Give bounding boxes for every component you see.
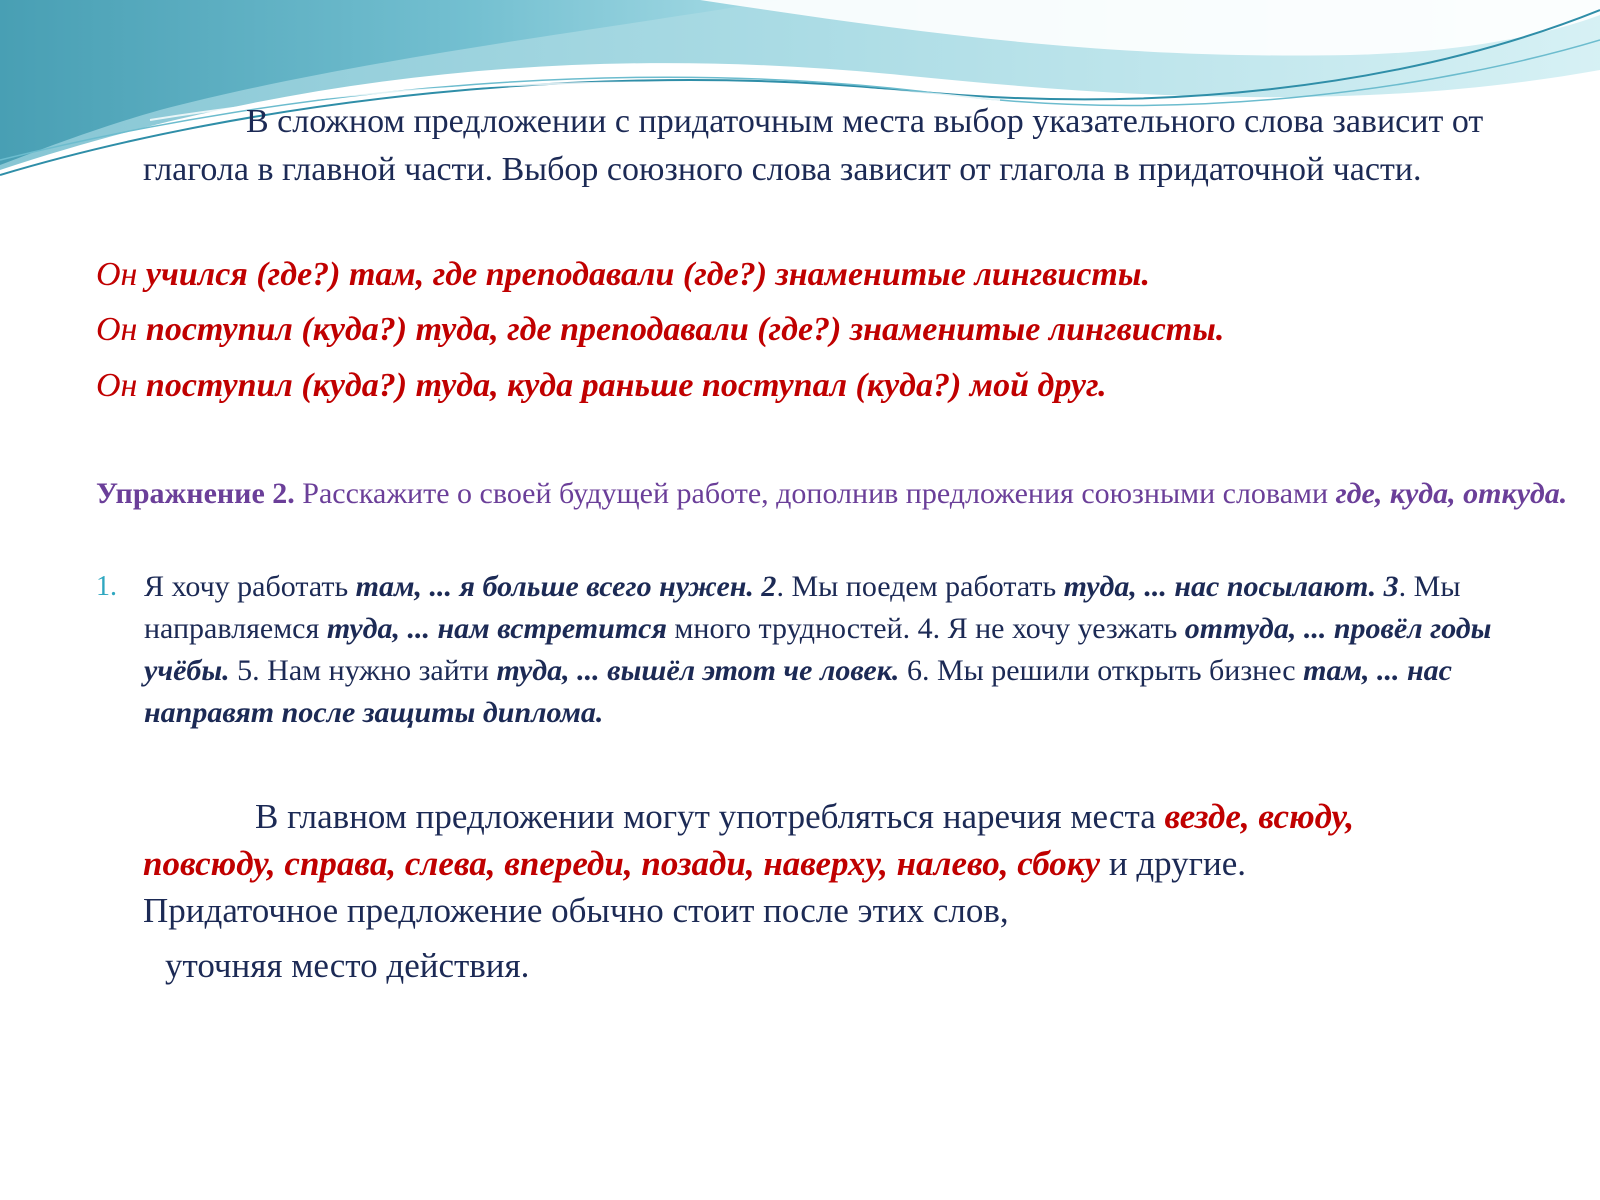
example-lead: Он xyxy=(96,367,146,404)
list-segment: много трудностей. 4. Я не хочу уезжать xyxy=(666,612,1185,645)
list-segment: . Мы поедем работать xyxy=(776,570,1064,603)
example-body: поступил (куда?) туда, куда раньше поступал (куда?) мой друг. xyxy=(145,367,1107,404)
example-lead: Он xyxy=(96,256,146,293)
intro-text: В сложном предложении с придаточным места выбор указательного слова зависит от глагола в главной части. Выбор союзного слова зависит от глагола в придаточной части. xyxy=(143,103,1484,188)
list-segment: 5. Нам нужно зайти xyxy=(229,654,497,687)
exercise-list-item xyxy=(144,566,1554,734)
exercise-title: Упражнение 2. xyxy=(96,477,295,510)
list-segment-emphasis: там, ... нас направят после защиты диплома. xyxy=(144,654,1452,729)
list-segment-emphasis: туда, ... вышёл этот че ловек. xyxy=(496,654,900,687)
outro-adverbs: везде, всюду, повсюду, справа, слева, впереди, позади, наверху, налево, сбоку xyxy=(143,797,1355,883)
intro-paragraph xyxy=(143,98,1543,194)
list-segment: 6. Мы решили открыть бизнес xyxy=(899,654,1304,687)
list-segment-emphasis: оттуда, ... провёл годы учёбы. xyxy=(144,612,1492,687)
example-sentence-1 xyxy=(96,255,1150,295)
exercise-text: Расскажите о своей будущей работе, дополнив предложения союзными словами xyxy=(294,477,1336,510)
example-sentence-3 xyxy=(96,366,1107,406)
list-segment-emphasis: туда, ... нам встретится xyxy=(326,612,667,645)
example-body: поступил (куда?) туда, где преподавали (где?) знаменитые лингвисты. xyxy=(145,311,1225,348)
example-lead: Он xyxy=(96,311,146,348)
exercise-instruction xyxy=(96,473,1584,515)
example-sentence-2 xyxy=(96,310,1224,350)
list-segment-emphasis: туда, ... нас посылают. 3 xyxy=(1063,570,1399,603)
list-segment: . Мы направляемся xyxy=(144,570,1461,645)
list-segment-emphasis: там, ... я больше всего нужен. 2 xyxy=(355,570,777,603)
outro-text-1: В главном предложении могут употребляться наречия места xyxy=(255,797,1165,836)
outro-text-2: и другие. Придаточное предложение обычно стоит после этих слов, xyxy=(143,844,1247,930)
list-segment: Я хочу работать xyxy=(144,570,356,603)
example-body: учился (где?) там, где преподавали (где?) знаменитые лингвисты. xyxy=(145,256,1150,293)
outro-paragraph xyxy=(143,793,1443,989)
list-marker: 1. xyxy=(96,571,117,602)
exercise-words: где, куда, откуда. xyxy=(1335,477,1568,510)
outro-text-3: уточняя место действия. xyxy=(165,946,530,985)
